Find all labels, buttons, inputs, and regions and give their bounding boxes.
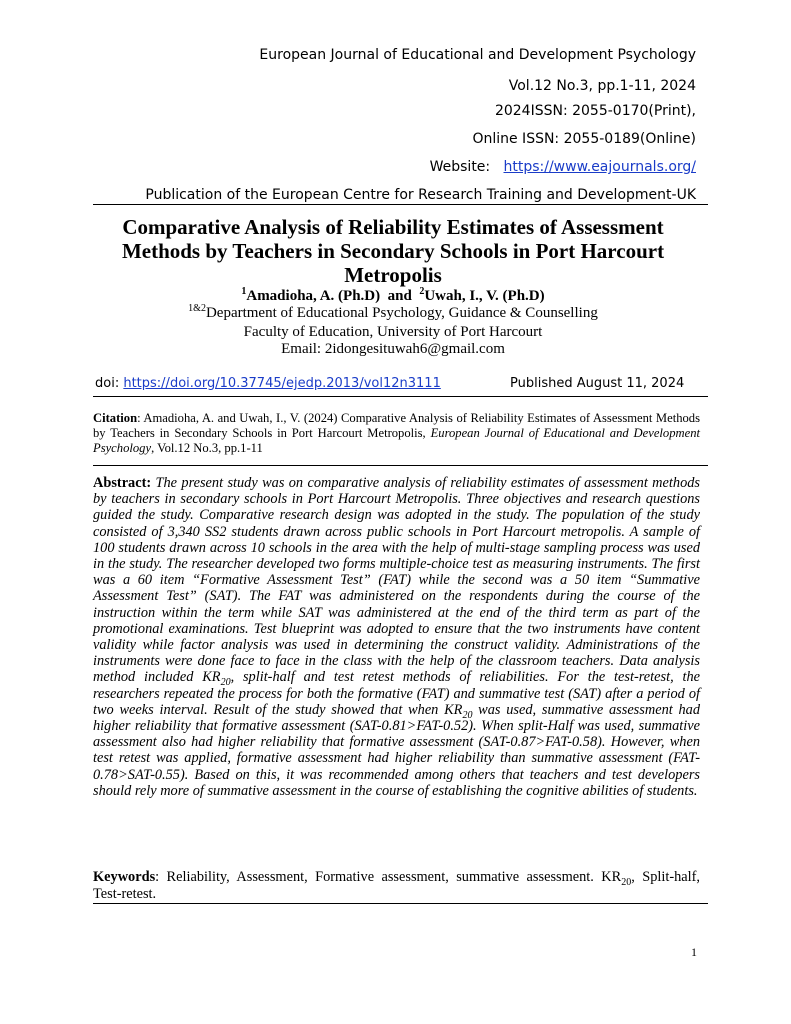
citation-divider — [93, 465, 708, 466]
volume-info: Vol.12 No.3, pp.1-11, 2024 — [508, 78, 696, 94]
keywords-text: : Reliability, Assessment, Formative assessment, summative assessment. KR — [155, 869, 622, 885]
keywords-tail: , Split-half, Test-retest. — [93, 869, 700, 902]
authors-line — [95, 288, 691, 305]
author2-name: Uwah, I., V. (Ph.D) — [424, 288, 545, 304]
website-link[interactable]: https://www.eajournals.org/ — [503, 159, 696, 175]
keywords-block — [93, 869, 700, 903]
abstract-sub-2: 20 — [462, 709, 473, 721]
citation-label: Citation — [93, 411, 138, 425]
doi-link[interactable]: https://doi.org/10.37745/ejedp.2013/vol12n3111 — [123, 376, 441, 391]
website-label: Website: — [429, 159, 491, 175]
published-date: Published August 11, 2024 — [510, 376, 685, 391]
journal-name: European Journal of Educational and Development Psychology — [259, 47, 696, 63]
keywords-label: Keywords — [93, 869, 156, 885]
doi-divider — [93, 396, 708, 397]
email-line: Email: 2idongesituwah6@gmail.com — [281, 341, 505, 357]
author1-sup: 1 — [241, 286, 247, 297]
department: Department of Educational Psychology, Guidance & Counselling — [205, 305, 598, 321]
citation-tail: , Vol.12 No.3, pp.1-11 — [151, 441, 263, 455]
issn-online: Online ISSN: 2055-0189(Online) — [472, 131, 696, 147]
abstract-text-1: The present study was on comparative analysis of reliability estimates of assessment methods by teachers in secondary schools in Port Harcourt Metropolis. Three objectives and research questions guided the study. Comparative research design was adopted in the study. The population of the study consisted of 3,340 SS2 students drawn across public schools in Port Harcourt metropolis. A sample of 100 students drawn across 10 schools in the area with the help of multi-stage sampling process was used in the study. The researcher developed two forms multiple-choice test as measuring instruments. The first was a 60 item “Formative Assessment Test” (FAT) while the second was a 50 item “Summative Assessment Test” (SAT). The FAT was administered on the respondents during the course of the instruction within the term while SAT was administered at the end of the third term as part of the promotional examinations. Test blueprint was adopted to ensure that the two instruments have content validity while factor analysis was used in determining the construct validity. Administrations of the instruments were done face to face in the class with the help of the classroom teachers. Data analysis method included KR — [93, 475, 700, 686]
issn-print: 2024ISSN: 2055-0170(Print), — [494, 103, 696, 119]
article-title: Comparative Analysis of Reliability Estimates of Assessment Methods by Teachers in Secondary Schools in Port Harcourt Metropolis — [121, 215, 665, 287]
citation-text: : Amadioha, A. and Uwah, I., V. (2024) Comparative Analysis of Reliability Estimates of Assessment Methods by Teachers in Secondary Schools in Port Harcourt Metropolis, — [93, 411, 700, 440]
website-line — [430, 159, 696, 175]
doi-line — [95, 376, 441, 391]
department-sup: 1&2 — [188, 303, 206, 314]
keywords-divider — [93, 903, 708, 904]
header-divider — [93, 204, 708, 205]
abstract-sub-1: 20 — [220, 677, 231, 689]
citation-block — [93, 411, 700, 456]
abstract-text-2: , split-half and test retest methods of reliabilities. For the test-retest, the researchers repeated the process for both the formative (FAT) and summative test (SAT) after a period of two weeks interval. Result of the study showed that when KR — [93, 669, 700, 718]
citation-journal: European Journal of Educational and Development Psychology — [93, 426, 700, 455]
department-line — [95, 305, 691, 322]
abstract-label: Abstract: — [93, 475, 152, 491]
abstract-block — [93, 475, 700, 799]
authors-and: and — [387, 288, 412, 304]
author2-sup: 2 — [419, 286, 425, 297]
doi-label: doi: — [95, 376, 120, 391]
publisher-line: Publication of the European Centre for Research Training and Development-UK — [145, 187, 696, 203]
keywords-sub: 20 — [621, 876, 632, 888]
faculty-line: Faculty of Education, University of Port Harcourt — [243, 324, 543, 340]
author1-name: Amadioha, A. (Ph.D) — [246, 288, 381, 304]
page-number: 1 — [691, 945, 697, 959]
abstract-text-3: was used, summative assessment had higher reliability that formative assessment (SAT-0.81>FAT-0.52). When split-Half was used, summative assessment also had higher reliability that formative assessment (SAT-0.87>FAT-0.58). However, when test retest was applied, formative assessment had higher reliability than summative assessment (FAT-0.78>SAT-0.55). Based on this, it was recommended among others that teachers and test developers should rely more of summative assessment in the course of establishing the cognitive abilities of students. — [93, 701, 700, 799]
